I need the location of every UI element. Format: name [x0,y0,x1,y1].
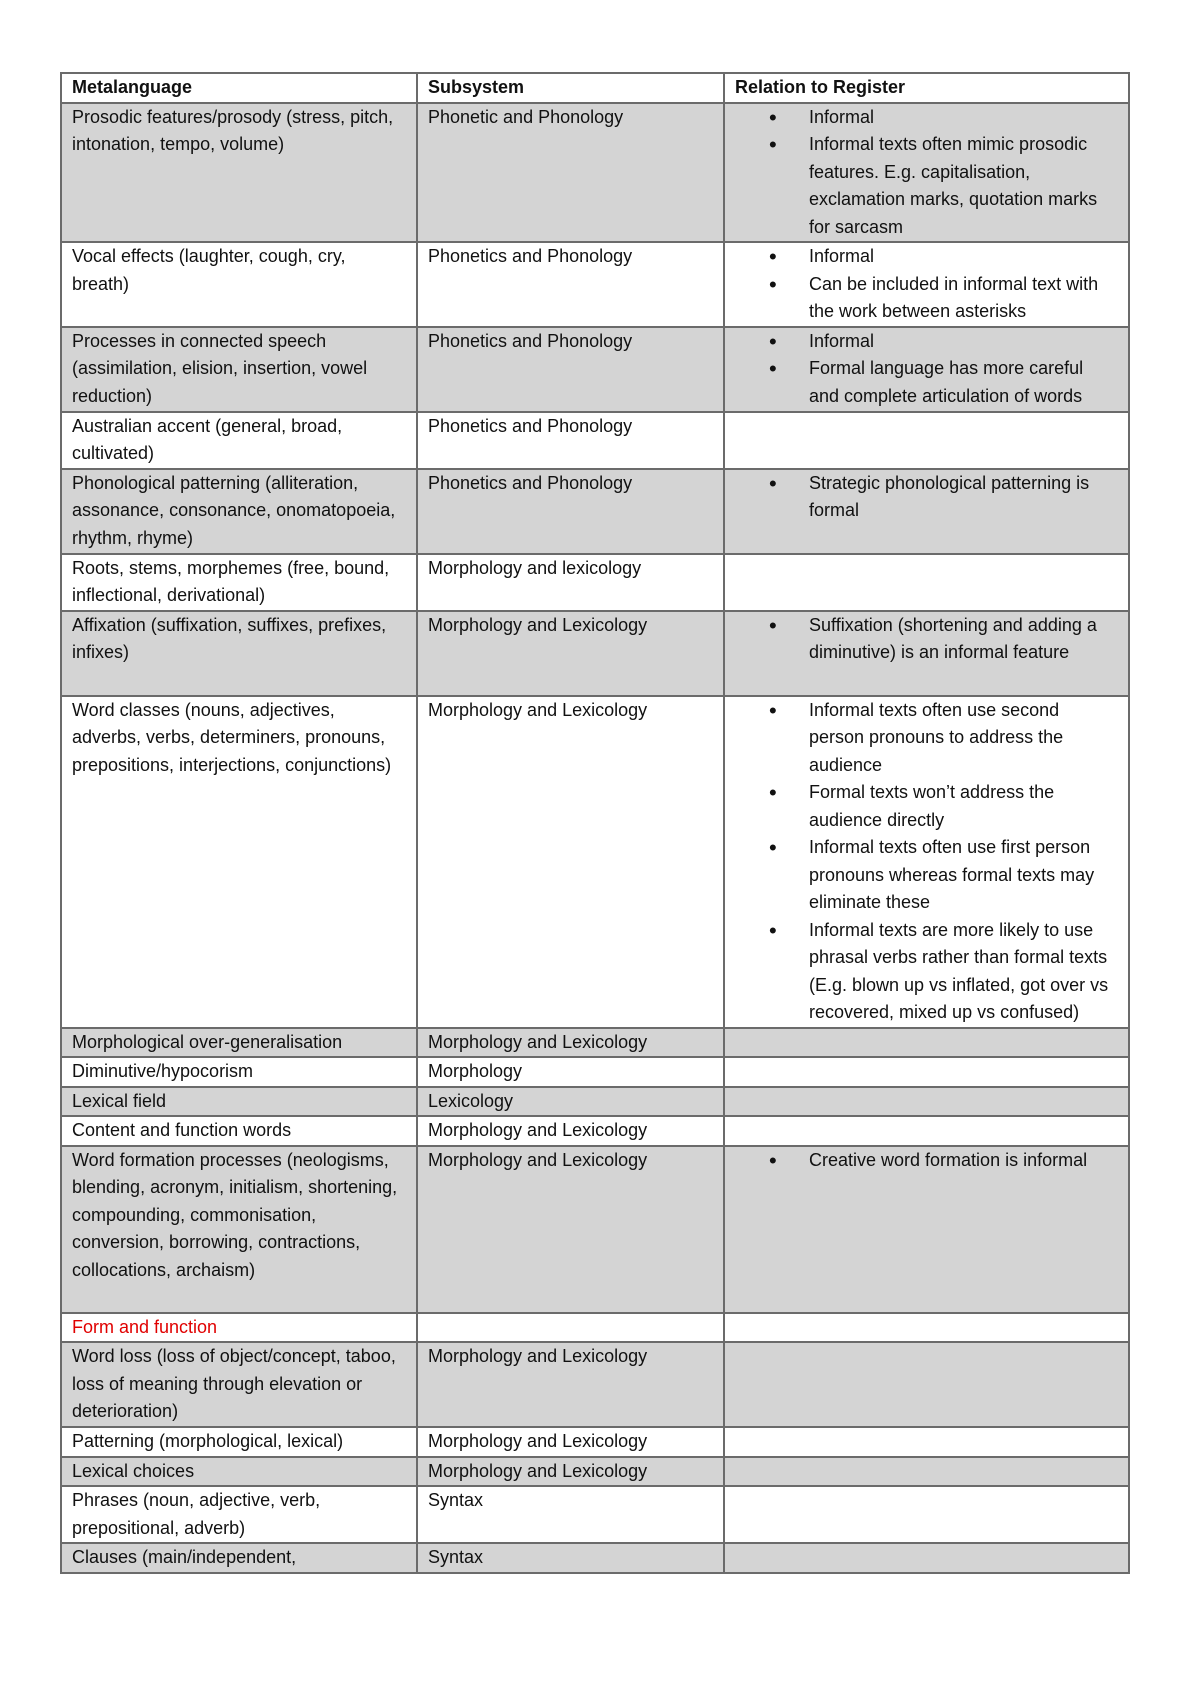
subsystem-cell: Morphology and Lexicology [417,1342,724,1427]
register-bullet: • Informal texts often use second person pronouns to address the audience [809,697,1118,780]
subsystem-cell: Morphology and Lexicology [417,611,724,696]
register-bullet: • Strategic phonological patterning is formal [809,470,1118,525]
register-bullet: • Informal [809,328,1118,356]
subsystem-cell: Phonetic and Phonology [417,103,724,243]
metalanguage-cell: Lexical choices [61,1457,417,1487]
register-cell [724,1313,1129,1343]
metalanguage-cell: Clauses (main/independent, [61,1543,417,1573]
register-list [735,243,1118,326]
subsystem-cell: Morphology and Lexicology [417,696,724,1028]
register-list [735,612,1118,667]
table-row [61,1057,1129,1087]
register-cell [724,327,1129,412]
table-row [61,242,1129,327]
subsystem-cell: Phonetics and Phonology [417,469,724,554]
header-metalanguage: Metalanguage [61,73,417,103]
metalanguage-cell: Australian accent (general, broad, cultivated) [61,412,417,469]
register-cell [724,1457,1129,1487]
table-row [61,1486,1129,1543]
metalanguage-cell: Morphological over-generalisation [61,1028,417,1058]
header-relation-to-register: Relation to Register [724,73,1129,103]
register-list [735,328,1118,411]
subsystem-cell: Syntax [417,1543,724,1573]
register-bullet: • Can be included in informal text with the work between asterisks [809,271,1118,326]
subsystem-cell: Morphology and Lexicology [417,1116,724,1146]
table-row [61,1543,1129,1573]
register-cell [724,242,1129,327]
subsystem-cell: Phonetics and Phonology [417,242,724,327]
register-list [735,1147,1118,1175]
register-cell [724,1342,1129,1427]
table-row [61,469,1129,554]
register-cell [724,696,1129,1028]
table-row [61,1146,1129,1313]
register-list [735,470,1118,525]
metalanguage-cell: Word classes (nouns, adjectives, adverbs, verbs, determiners, pronouns, prepositions, interjections, conjunctions) [61,696,417,1028]
subsystem-cell: Morphology and Lexicology [417,1427,724,1457]
register-cell [724,469,1129,554]
subsystem-cell [417,1313,724,1343]
table-row [61,1457,1129,1487]
metalanguage-cell: Word loss (loss of object/concept, taboo, loss of meaning through elevation or deterioration) [61,1342,417,1427]
register-cell [724,1028,1129,1058]
register-cell [724,1057,1129,1087]
register-cell [724,1116,1129,1146]
subsystem-cell: Phonetics and Phonology [417,327,724,412]
register-list [735,697,1118,1027]
table-row [61,554,1129,611]
metalanguage-cell: Form and function [61,1313,417,1343]
metalanguage-table [60,72,1130,1574]
register-cell [724,1543,1129,1573]
subsystem-cell: Morphology and lexicology [417,554,724,611]
subsystem-cell: Morphology and Lexicology [417,1146,724,1313]
table-header-row [61,73,1129,103]
metalanguage-cell: Prosodic features/prosody (stress, pitch, intonation, tempo, volume) [61,103,417,243]
metalanguage-cell: Roots, stems, morphemes (free, bound, inflectional, derivational) [61,554,417,611]
table-row [61,327,1129,412]
register-cell [724,1486,1129,1543]
metalanguage-cell: Processes in connected speech (assimilation, elision, insertion, vowel reduction) [61,327,417,412]
register-cell [724,1087,1129,1117]
table-row [61,1313,1129,1343]
metalanguage-cell: Vocal effects (laughter, cough, cry, breath) [61,242,417,327]
table-row [61,1342,1129,1427]
register-bullet: • Informal [809,104,1118,132]
metalanguage-cell: Content and function words [61,1116,417,1146]
table-row [61,696,1129,1028]
register-cell [724,1146,1129,1313]
register-bullet: • Informal texts often use first person pronouns whereas formal texts may eliminate these [809,834,1118,917]
metalanguage-cell: Word formation processes (neologisms, blending, acronym, initialism, shortening, compounding, commonisation, conversion, borrowing, contractions, collocations, archaism) [61,1146,417,1313]
metalanguage-cell: Diminutive/hypocorism [61,1057,417,1087]
document-page [60,72,1128,1574]
subsystem-cell: Morphology and Lexicology [417,1028,724,1058]
register-cell [724,103,1129,243]
metalanguage-cell: Lexical field [61,1087,417,1117]
register-cell [724,554,1129,611]
register-cell [724,412,1129,469]
table-row [61,412,1129,469]
metalanguage-cell: Affixation (suffixation, suffixes, prefixes, infixes) [61,611,417,696]
register-list [735,104,1118,242]
metalanguage-cell: Patterning (morphological, lexical) [61,1427,417,1457]
register-bullet: • Formal texts won’t address the audience directly [809,779,1118,834]
table-row [61,1087,1129,1117]
register-bullet: • Informal [809,243,1118,271]
metalanguage-cell: Phrases (noun, adjective, verb, prepositional, adverb) [61,1486,417,1543]
register-cell [724,1427,1129,1457]
subsystem-cell: Morphology and Lexicology [417,1457,724,1487]
metalanguage-cell: Phonological patterning (alliteration, assonance, consonance, onomatopoeia, rhythm, rhyme) [61,469,417,554]
register-bullet: • Creative word formation is informal [809,1147,1118,1175]
table-row [61,611,1129,696]
subsystem-cell: Syntax [417,1486,724,1543]
subsystem-cell: Phonetics and Phonology [417,412,724,469]
register-bullet: • Suffixation (shortening and adding a diminutive) is an informal feature [809,612,1118,667]
register-bullet: • Informal texts are more likely to use phrasal verbs rather than formal texts (E.g. blown up vs inflated, got over vs recovered, mixed up vs confused) [809,917,1118,1027]
subsystem-cell: Lexicology [417,1087,724,1117]
table-row [61,1427,1129,1457]
table-row [61,103,1129,243]
register-bullet: • Informal texts often mimic prosodic features. E.g. capitalisation, exclamation marks, quotation marks for sarcasm [809,131,1118,241]
register-cell [724,611,1129,696]
table-row [61,1028,1129,1058]
register-bullet: • Formal language has more careful and complete articulation of words [809,355,1118,410]
header-subsystem: Subsystem [417,73,724,103]
table-row [61,1116,1129,1146]
subsystem-cell: Morphology [417,1057,724,1087]
